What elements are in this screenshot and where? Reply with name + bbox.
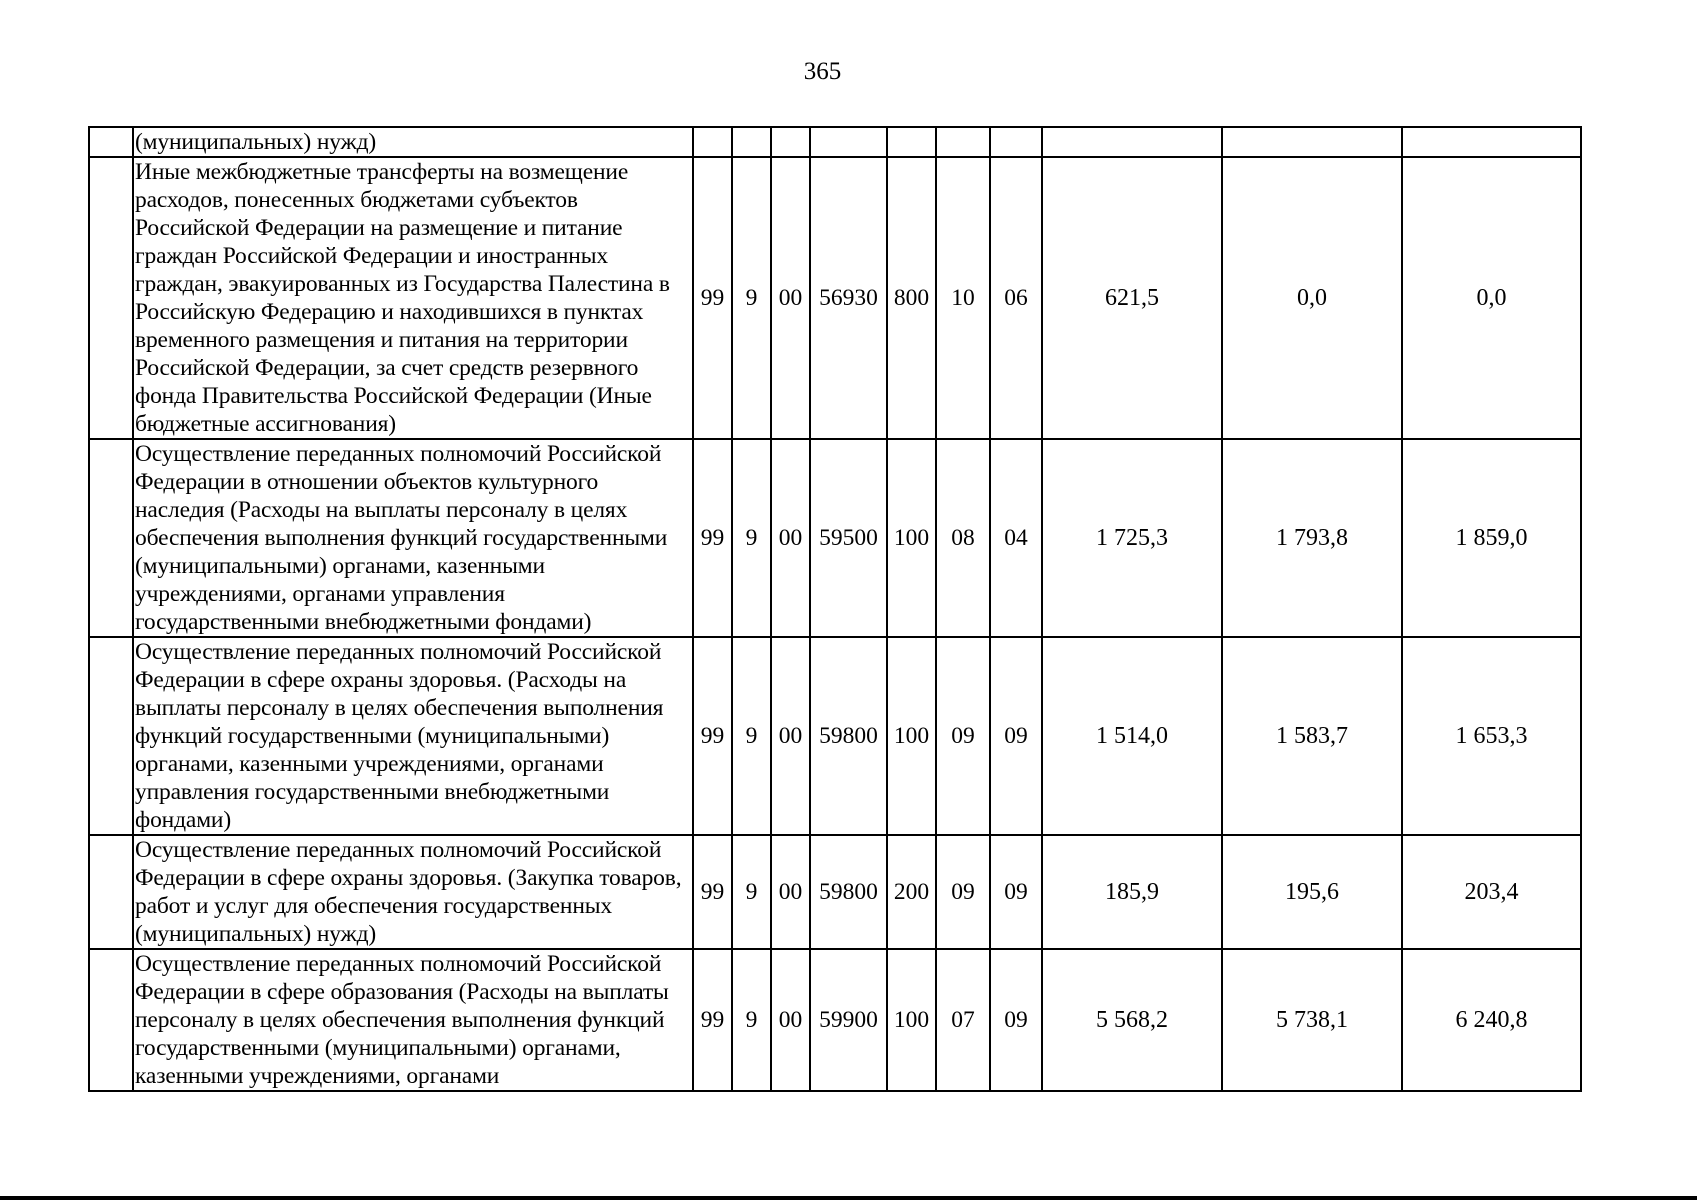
program-code-cell: 99 [693, 439, 732, 637]
description-cell: Осуществление переданных полномочий Российской Федерации в сфере образования (Расходы на выплаты персоналу в целях обеспечения выполнения функций государственными (муниципальными) органами, казенными учреждениями, органами [133, 949, 693, 1091]
page-number: 365 [803, 58, 842, 85]
direction-code-cell: 59500 [810, 439, 887, 637]
bottom-rule [0, 1196, 1697, 1200]
direction-code-cell [810, 127, 887, 157]
budget-table [88, 126, 1582, 1092]
expense-type-code-cell: 200 [887, 835, 936, 949]
table-row [89, 949, 1581, 1091]
expense-type-code-cell [887, 127, 936, 157]
program-code-cell [693, 127, 732, 157]
main-activity-code-cell: 00 [771, 157, 810, 439]
amount-year-3-cell [1402, 127, 1581, 157]
amount-year-1-cell: 185,9 [1042, 835, 1222, 949]
main-activity-code-cell: 00 [771, 949, 810, 1091]
direction-code-cell: 59800 [810, 637, 887, 835]
table-row [89, 157, 1581, 439]
section-code-cell [936, 127, 990, 157]
description-cell: (муниципальных) нужд) [133, 127, 693, 157]
main-activity-code-cell [771, 127, 810, 157]
amount-year-1-cell: 1 725,3 [1042, 439, 1222, 637]
amount-year-2-cell [1222, 127, 1402, 157]
main-activity-code-cell: 00 [771, 637, 810, 835]
amount-year-1-cell [1042, 127, 1222, 157]
subprogram-code-cell: 9 [732, 835, 771, 949]
subsection-code-cell: 09 [990, 835, 1042, 949]
amount-year-3-cell: 6 240,8 [1402, 949, 1581, 1091]
row-index-cell [89, 835, 133, 949]
description-cell: Осуществление переданных полномочий Российской Федерации в отношении объектов культурного наследия (Расходы на выплаты персоналу в целях обеспечения выполнения функций государственными (муниципальными) органами, казенными учреждениями, органами управления государственными внебюджетными фондами) [133, 439, 693, 637]
amount-year-2-cell: 1 793,8 [1222, 439, 1402, 637]
subprogram-code-cell: 9 [732, 439, 771, 637]
amount-year-3-cell: 1 653,3 [1402, 637, 1581, 835]
section-code-cell: 08 [936, 439, 990, 637]
main-activity-code-cell: 00 [771, 835, 810, 949]
section-code-cell: 10 [936, 157, 990, 439]
amount-year-1-cell: 621,5 [1042, 157, 1222, 439]
expense-type-code-cell: 800 [887, 157, 936, 439]
direction-code-cell: 56930 [810, 157, 887, 439]
amount-year-3-cell: 1 859,0 [1402, 439, 1581, 637]
table-row [89, 835, 1581, 949]
row-index-cell [89, 949, 133, 1091]
amount-year-2-cell: 195,6 [1222, 835, 1402, 949]
amount-year-2-cell: 1 583,7 [1222, 637, 1402, 835]
subsection-code-cell [990, 127, 1042, 157]
expense-type-code-cell: 100 [887, 949, 936, 1091]
subsection-code-cell: 09 [990, 637, 1042, 835]
program-code-cell: 99 [693, 157, 732, 439]
amount-year-3-cell: 203,4 [1402, 835, 1581, 949]
subprogram-code-cell: 9 [732, 949, 771, 1091]
table-row [89, 127, 1581, 157]
expense-type-code-cell: 100 [887, 439, 936, 637]
description-cell: Осуществление переданных полномочий Российской Федерации в сфере охраны здоровья. (Закупка товаров, работ и услуг для обеспечения государственных (муниципальных) нужд) [133, 835, 693, 949]
direction-code-cell: 59800 [810, 835, 887, 949]
amount-year-2-cell: 5 738,1 [1222, 949, 1402, 1091]
section-code-cell: 09 [936, 637, 990, 835]
amount-year-2-cell: 0,0 [1222, 157, 1402, 439]
description-cell: Осуществление переданных полномочий Российской Федерации в сфере охраны здоровья. (Расходы на выплаты персоналу в целях обеспечения выполнения функций государственными (муниципальными) органами, казенными учреждениями, органами управления государственными внебюджетными фондами) [133, 637, 693, 835]
section-code-cell: 07 [936, 949, 990, 1091]
direction-code-cell: 59900 [810, 949, 887, 1091]
program-code-cell: 99 [693, 949, 732, 1091]
amount-year-3-cell: 0,0 [1402, 157, 1581, 439]
program-code-cell: 99 [693, 835, 732, 949]
description-cell: Иные межбюджетные трансферты на возмещение расходов, понесенных бюджетами субъектов Российской Федерации на размещение и питание граждан Российской Федерации и иностранных граждан, эвакуированных из Государства Палестина в Российскую Федерацию и находившихся в пунктах временного размещения и питания на территории Российской Федерации, за счет средств резервного фонда Правительства Российской Федерации (Иные бюджетные ассигнования) [133, 157, 693, 439]
expense-type-code-cell: 100 [887, 637, 936, 835]
section-code-cell: 09 [936, 835, 990, 949]
row-index-cell [89, 157, 133, 439]
table-row [89, 637, 1581, 835]
row-index-cell [89, 637, 133, 835]
row-index-cell [89, 127, 133, 157]
main-activity-code-cell: 00 [771, 439, 810, 637]
subprogram-code-cell [732, 127, 771, 157]
subsection-code-cell: 06 [990, 157, 1042, 439]
row-index-cell [89, 439, 133, 637]
program-code-cell: 99 [693, 637, 732, 835]
subsection-code-cell: 09 [990, 949, 1042, 1091]
subsection-code-cell: 04 [990, 439, 1042, 637]
subprogram-code-cell: 9 [732, 157, 771, 439]
amount-year-1-cell: 1 514,0 [1042, 637, 1222, 835]
subprogram-code-cell: 9 [732, 637, 771, 835]
table-row [89, 439, 1581, 637]
amount-year-1-cell: 5 568,2 [1042, 949, 1222, 1091]
